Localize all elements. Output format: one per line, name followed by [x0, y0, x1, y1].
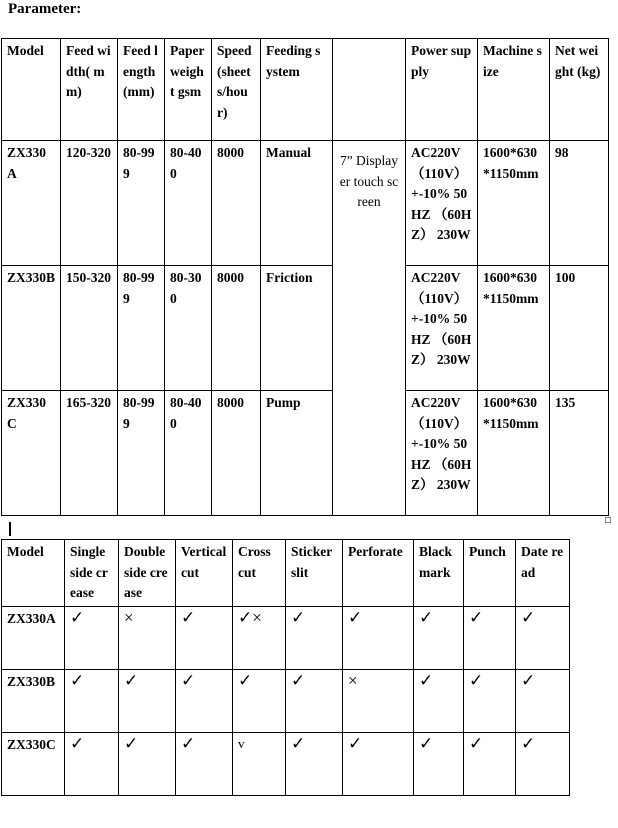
table-row [2, 606, 570, 669]
model-cell: ZX330C [2, 732, 65, 795]
header-feed-width: Feed width( mm) [61, 39, 118, 141]
black-mark-mark: ✓ [414, 606, 464, 669]
power-supply-cell: AC220V （110V） +-10% 50HZ （60HZ） 230W [406, 391, 478, 516]
model-cell: ZX330B [2, 266, 61, 391]
feed-length-cell: 80-999 [118, 391, 165, 516]
table-resize-handle[interactable] [605, 517, 611, 523]
punch-mark: ✓ [464, 669, 516, 732]
machine-size-cell: 1600*630 *1150mm [478, 141, 550, 266]
feeding-system-cell: Friction [261, 266, 333, 391]
sticker-slit-mark: ✓ [286, 669, 343, 732]
header-model: Model [2, 540, 65, 607]
vertical-cut-mark: ✓ [176, 606, 233, 669]
paper-weight-cell: 80-300 [165, 266, 212, 391]
header-single-side-crease: Single side crease [65, 540, 119, 607]
display-cell [333, 141, 406, 516]
header-feed-length: Feed length(mm) [118, 39, 165, 141]
feeding-system-cell: Pump [261, 391, 333, 516]
feature-header-row [2, 540, 570, 607]
header-power-supply: Power supply [406, 39, 478, 141]
date-read-mark: ✓ [516, 732, 570, 795]
net-weight-cell: 135 [550, 391, 609, 516]
table-row [2, 391, 609, 516]
speed-cell: 8000 [212, 266, 261, 391]
header-net-weight: Net weight (kg) [550, 39, 609, 141]
paper-weight-cell: 80-400 [165, 391, 212, 516]
header-black-mark: Black mark [414, 540, 464, 607]
cross-cut-mark: ✓× [233, 606, 286, 669]
punch-mark: ✓ [464, 606, 516, 669]
perforate-mark: ✓ [343, 732, 414, 795]
perforate-mark: ✓ [343, 606, 414, 669]
date-read-mark: ✓ [516, 669, 570, 732]
table-row [2, 732, 570, 795]
double-side-crease-mark: ✓ [119, 669, 176, 732]
power-supply-cell: AC220V （110V） +-10% 50HZ （60HZ） 230W [406, 141, 478, 266]
punch-mark: ✓ [464, 732, 516, 795]
double-side-crease-mark: × [119, 606, 176, 669]
sticker-slit-mark: ✓ [286, 732, 343, 795]
speed-cell: 8000 [212, 391, 261, 516]
page-title: Parameter: [8, 1, 82, 17]
header-display [333, 39, 406, 141]
spec-table [1, 38, 609, 516]
header-perforate: Perforate [343, 540, 414, 607]
table-row [2, 669, 570, 732]
feeding-system-cell: Manual [261, 141, 333, 266]
header-feeding-system: Feeding system [261, 39, 333, 141]
date-read-mark: ✓ [516, 606, 570, 669]
display-text: 7” Displayer touch screen [339, 153, 399, 209]
text-cursor [9, 522, 11, 536]
header-vertical-cut: Vertical cut [176, 540, 233, 607]
black-mark-mark: ✓ [414, 732, 464, 795]
feed-width-cell: 150-320 [61, 266, 118, 391]
single-side-crease-mark: ✓ [65, 606, 119, 669]
spec-header-row [2, 39, 609, 141]
table-row [2, 266, 609, 391]
cross-cut-mark: ✓ [233, 669, 286, 732]
header-double-side-crease: Double side crease [119, 540, 176, 607]
header-date-read: Date read [516, 540, 570, 607]
black-mark-mark: ✓ [414, 669, 464, 732]
model-cell: ZX330A [2, 141, 61, 266]
header-sticker-slit: Sticker slit [286, 540, 343, 607]
feed-length-cell: 80-999 [118, 141, 165, 266]
net-weight-cell: 98 [550, 141, 609, 266]
net-weight-cell: 100 [550, 266, 609, 391]
model-cell: ZX330A [2, 606, 65, 669]
header-cross-cut: Cross cut [233, 540, 286, 607]
table-row [2, 141, 609, 266]
header-speed: Speed(sheets/hour) [212, 39, 261, 141]
sticker-slit-mark: ✓ [286, 606, 343, 669]
feature-table [1, 539, 570, 796]
cross-cut-mark: v [233, 732, 286, 795]
single-side-crease-mark: ✓ [65, 669, 119, 732]
speed-cell: 8000 [212, 141, 261, 266]
feed-length-cell: 80-999 [118, 266, 165, 391]
machine-size-cell: 1600*630 *1150mm [478, 266, 550, 391]
power-supply-cell: AC220V （110V） +-10% 50HZ （60HZ） 230W [406, 266, 478, 391]
double-side-crease-mark: ✓ [119, 732, 176, 795]
single-side-crease-mark: ✓ [65, 732, 119, 795]
model-cell: ZX330B [2, 669, 65, 732]
vertical-cut-mark: ✓ [176, 732, 233, 795]
header-punch: Punch [464, 540, 516, 607]
feed-width-cell: 120-320 [61, 141, 118, 266]
vertical-cut-mark: ✓ [176, 669, 233, 732]
model-cell: ZX330C [2, 391, 61, 516]
machine-size-cell: 1600*630 *1150mm [478, 391, 550, 516]
header-machine-size: Machine size [478, 39, 550, 141]
perforate-mark: × [343, 669, 414, 732]
paper-weight-cell: 80-400 [165, 141, 212, 266]
header-model: Model [2, 39, 61, 141]
feed-width-cell: 165-320 [61, 391, 118, 516]
header-paper-weight: Paper weight gsm [165, 39, 212, 141]
